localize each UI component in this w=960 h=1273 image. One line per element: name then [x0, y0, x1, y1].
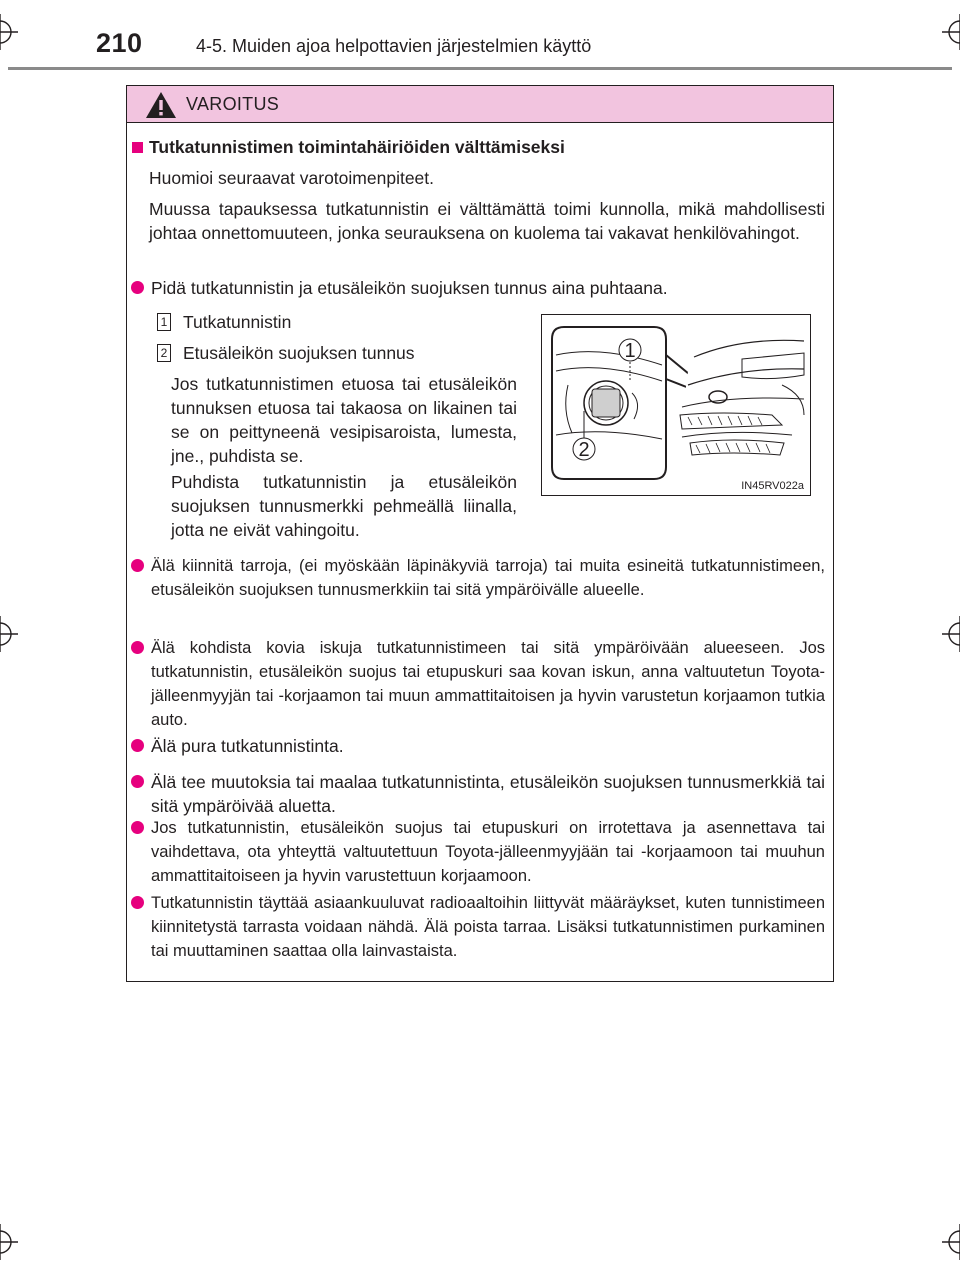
warning-title: VAROITUS: [186, 94, 280, 114]
bullet-item: [131, 816, 825, 888]
bullet-text: Älä kiinnitä tarroja, (ei myöskään läpinäkyviä tarroja) tai muita esineitä tutkatunnistimeen, etusäleikön suojuksen tunnusmerkkiin tai sitä ympäröivälle alueelle.: [151, 557, 825, 599]
callout-label: Etusäleikön suojuksen tunnus: [183, 343, 415, 363]
warning-triangle-icon: [145, 91, 177, 119]
callout-item-1: [157, 310, 291, 334]
bullet-item: [131, 636, 825, 732]
bullet-text: Tutkatunnistin täyttää asiaankuuluvat radioaaltoihin liittyvät määräykset, kuten tunnistimeen kiinnitetystä tarrasta voidaan nähdä. Älä poista tarraa. Lisäksi tutkatunnistimen purkaminen tai muuttaminen saattaa olla lainvastaista.: [151, 894, 825, 960]
bullet-dot-icon: [131, 559, 144, 572]
bullet-dot-icon: [131, 896, 144, 909]
bullet-item: [131, 554, 825, 602]
figure-label-2: 2: [578, 439, 590, 461]
bullet-text: Älä kohdista kovia iskuja tutkatunnistimeen tai sitä ympäröivään alueeseen. Jos tutkatunnistin, etusäleikön suojus tai etupuskuri saa kovan iskun, anna valtuutetun Toyota-jälleenmyyjän tai -korjaamon tai muun ammattitaitoisen ja hyvin varustetun korjaamon tutkia auto.: [151, 639, 825, 729]
crop-mark-icon: [942, 14, 960, 50]
intro-text-2: Muussa tapauksessa tutkatunnistin ei välttämättä toimi kunnolla, mikä mahdollisesti johtaa onnettomuuteen, jonka seurauksena on kuolema tai vakavat henkilövahingot.: [149, 199, 825, 243]
bullet-text: Pidä tutkatunnistin ja etusäleikön suojuksen tunnus aina puhtaana.: [151, 278, 668, 298]
bullet-item: [131, 770, 825, 818]
sub-heading: [132, 137, 565, 158]
bullet-item: [131, 276, 825, 300]
car-front-illustration: [542, 315, 809, 494]
callout-paragraph-2: Puhdista tutkatunnistin ja etusäleikön suojuksen tunnusmerkki pehmeällä liinalla, jotta ne eivät vahingoitu.: [171, 472, 517, 540]
callout-number: 2: [157, 344, 171, 362]
warning-box: [126, 85, 834, 982]
bullet-dot-icon: [131, 775, 144, 788]
sub-heading-text: Tutkatunnistimen toimintahäiriöiden välttämiseksi: [149, 137, 565, 157]
bullet-text: Älä pura tutkatunnistinta.: [151, 736, 344, 756]
crop-mark-icon: [0, 14, 18, 50]
bullet-text: Jos tutkatunnistin, etusäleikön suojus tai etupuskuri on irrotettava ja asennettava tai vaihdettava, ota yhteyttä valtuutettuun Toyota-jälleenmyyjään tai -korjaamoon tai muuhun ammattitaitoiseen ja hyvin varustettuun korjaamoon.: [151, 819, 825, 885]
bullet-dot-icon: [131, 739, 144, 752]
bullet-dot-icon: [131, 641, 144, 654]
section-title: 4-5. Muiden ajoa helpottavien järjestelmien käyttö: [196, 36, 592, 56]
figure-label-1: 1: [624, 340, 636, 362]
square-bullet-icon: [132, 142, 143, 153]
page-number: 210: [96, 28, 143, 58]
crop-mark-icon: [0, 616, 18, 652]
warning-header: [127, 86, 833, 123]
bullet-item: [131, 891, 825, 963]
callout-paragraph-1: Jos tutkatunnistimen etuosa tai etusäleikön tunnuksen etuosa tai takaosa on likainen tai se on peittyneenä vesipisaroista, lumesta, jne., puhdista se.: [171, 374, 517, 466]
figure-code: IN45RV022a: [741, 480, 804, 492]
callout-item-2: [157, 341, 415, 365]
crop-mark-icon: [0, 1224, 18, 1260]
bullet-item: [131, 734, 825, 758]
bullet-text: Älä tee muutoksia tai maalaa tutkatunnistinta, etusäleikön suojuksen tunnusmerkkiä tai sitä ympäröivää aluetta.: [151, 772, 825, 816]
intro-text-1: Huomioi seuraavat varotoimenpiteet.: [149, 168, 435, 188]
callout-number: 1: [157, 313, 171, 331]
callout-label: Tutkatunnistin: [183, 312, 292, 332]
header-rule: [8, 67, 952, 70]
radar-sensor-figure: [541, 314, 811, 496]
crop-mark-icon: [942, 616, 960, 652]
crop-mark-icon: [942, 1224, 960, 1260]
bullet-dot-icon: [131, 821, 144, 834]
bullet-dot-icon: [131, 281, 144, 294]
